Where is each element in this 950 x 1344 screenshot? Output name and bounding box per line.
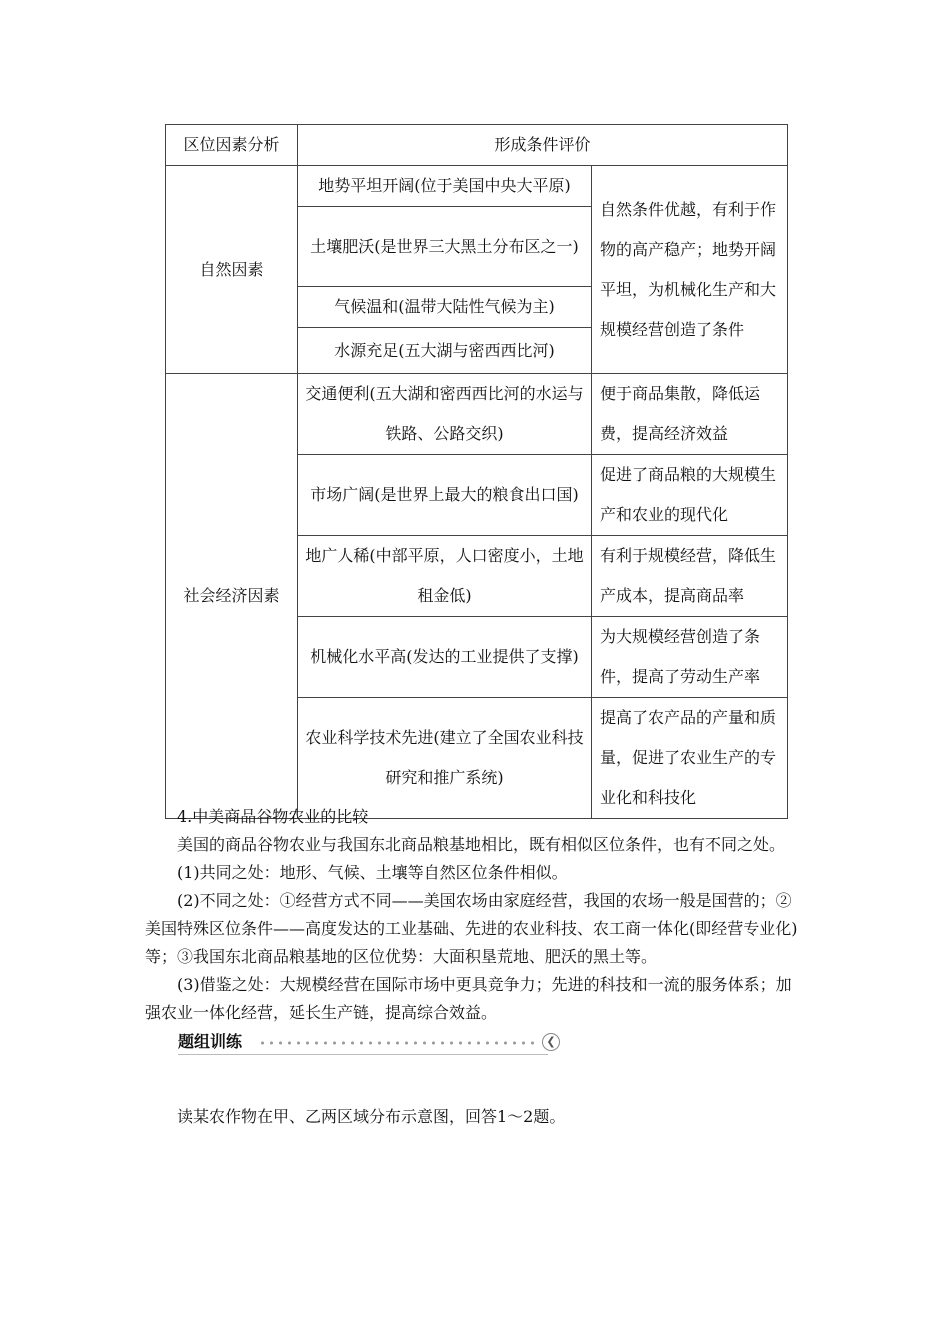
social-condition: 市场广阔(是世界上最大的粮食出口国) <box>298 455 592 536</box>
social-condition: 交通便利(五大湖和密西西比河的水运与铁路、公路交织) <box>298 374 592 455</box>
point-common: (1)共同之处：地形、气候、土壤等自然区位条件相似。 <box>177 863 568 882</box>
natural-condition: 土壤肥沃(是世界三大黑土分布区之一) <box>298 207 592 287</box>
dotted-rule <box>258 1041 538 1045</box>
header-evaluation: 形成条件评价 <box>298 125 788 166</box>
social-evaluation: 促进了商品粮的大规模生产和农业的现代化 <box>592 455 788 536</box>
category-natural: 自然因素 <box>166 166 298 374</box>
natural-evaluation: 自然条件优越，有利于作物的高产稳产；地势开阔平坦，为机械化生产和大规模经营创造了条件 <box>592 166 788 374</box>
social-evaluation: 提高了农产品的产量和质量，促进了农业生产的专业化和科技化 <box>592 698 788 819</box>
social-condition: 农业科学技术先进(建立了全国农业科技研究和推广系统) <box>298 698 592 819</box>
section-4 <box>145 803 805 1027</box>
chevron-left-icon: ❮ <box>542 1033 560 1051</box>
location-factor-table <box>165 124 788 819</box>
table-header-row <box>166 125 788 166</box>
social-evaluation: 为大规模经营创造了条件，提高了劳动生产率 <box>592 617 788 698</box>
social-evaluation: 有利于规模经营，降低生产成本，提高商品率 <box>592 536 788 617</box>
section-heading: 4.中美商品谷物农业的比较 <box>177 807 369 826</box>
section-underline <box>178 1054 548 1055</box>
social-condition: 机械化水平高(发达的工业提供了支撑) <box>298 617 592 698</box>
point-lessons: (3)借鉴之处：大规模经营在国际市场中更具竞争力；先进的科技和一流的服务体系；加强农业一体化经营，延长生产链，提高综合效益。 <box>145 975 792 1022</box>
question-prompt: 读某农作物在甲、乙两区域分布示意图，回答1～2题。 <box>177 1107 566 1126</box>
point-differences: (2)不同之处：①经营方式不同——美国农场由家庭经营，我国的农场一般是国营的；②美国特殊区位条件——高度发达的工业基础、先进的农业科技、农工商一体化(即经营专业化)等；③我国东北商品粮基地的区位优势：大面积垦荒地、肥沃的黑土等。 <box>145 891 798 966</box>
exercise-section-bar <box>178 1030 558 1056</box>
header-factor: 区位因素分析 <box>166 125 298 166</box>
social-evaluation: 便于商品集散，降低运费，提高经济效益 <box>592 374 788 455</box>
natural-condition: 地势平坦开阔(位于美国中央大平原) <box>298 166 592 207</box>
natural-condition: 水源充足(五大湖与密西西比河) <box>298 328 592 374</box>
social-condition: 地广人稀(中部平原，人口密度小，土地租金低) <box>298 536 592 617</box>
section-intro: 美国的商品谷物农业与我国东北商品粮基地相比，既有相似区位条件，也有不同之处。 <box>177 835 786 854</box>
category-social: 社会经济因素 <box>166 374 298 819</box>
natural-condition: 气候温和(温带大陆性气候为主) <box>298 287 592 328</box>
table-row <box>166 166 788 207</box>
exercise-title: 题组训练 <box>178 1032 243 1051</box>
table-row <box>166 374 788 455</box>
